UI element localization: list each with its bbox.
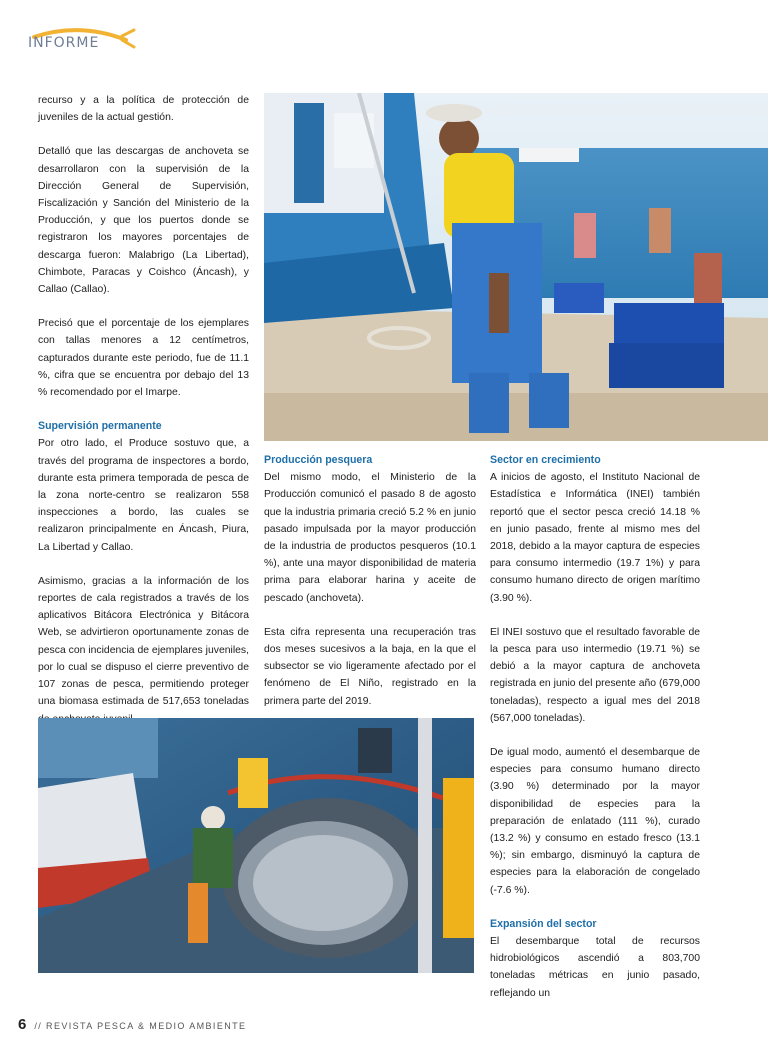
- paragraph: A inicios de agosto, el Instituto Nacional de Estadística e Informática (INEI) también reportó que el sector pesca creció 14.18 % en junio pasado, frente al mismo mes del 2018, debido a la mayor captura de especies para consumo intermedio (19.7 1%) y para consumo humano directo de origen marítimo (3.90 %).: [490, 472, 700, 604]
- text-column-3: [490, 452, 700, 1019]
- fisherman-dock-illustration: [264, 93, 768, 441]
- publication-name: // REVISTA PESCA & MEDIO AMBIENTE: [34, 1021, 247, 1031]
- paragraph: Precisó que el porcentaje de los ejemplares con tallas menores a 12 centímetros, capturados durante este periodo, fue de 11.1 %, cifra que se encuentra por debajo del 13 % recomendado por el Imarpe.: [38, 318, 249, 399]
- page-footer: [18, 1016, 246, 1033]
- paragraph: De igual modo, aumentó el desembarque de especies para consumo humano directo (3.90 %) determinado por la mayor disponibilidad de especies para la preparación de enlatado (111 %), curado (13.2 %) y consumo en estado fresco (13.1 %); sin embargo, disminuyó la captura de especies para la elaboración de congelado (-7.6 %).: [490, 747, 700, 896]
- fishing-net-illustration: [38, 718, 474, 973]
- section-heading-expansion: Expansión del sector: [490, 917, 597, 930]
- paragraph: Asimismo, gracias a la información de los reportes de cala registrados a través de los aplicativos Bitácora Electrónica y Bitácora Web, se advirtieron oportunamente zonas de pesca con incidencia de ejemplares juveniles, por lo cual se dispuso el cierre preventivo de 107 zonas de pesca, permitiendo proteger una biomasa estimada de 517,653 toneladas: [38, 575, 249, 708]
- photo-fisherman-dock: [264, 93, 768, 441]
- section-heading-sector: Sector en crecimiento: [490, 454, 601, 466]
- logo-text: INFORME: [28, 35, 100, 51]
- text-column-1: [38, 92, 249, 745]
- paragraph: Esta cifra representa una recuperación tras dos meses sucesivos a la baja, en la que el subsector se vio ligeramente afectado por el fenómeno de El Niño, registrado en la primera parte del 2019.: [264, 626, 476, 707]
- section-heading-supervision: Supervisión permanente: [38, 420, 162, 433]
- informe-logo: [28, 26, 138, 56]
- page-number: 6: [18, 1016, 27, 1033]
- paragraph: Detalló que las descargas de anchoveta se desarrollaron con la supervisión de la Dirección General de Supervisión, Fiscalización y Sanción del Ministerio de la Producción, y que los puertos donde se registraron los mayores porcentajes de descarga fueron: Malabrigo (La Libertad), Chimbote, Paracas y Coishco (Áncash), y Callao (Callao).: [38, 146, 249, 296]
- paragraph: Del mismo modo, el Ministerio de la Producción comunicó el pasado 8 de agosto que la industria primaria creció 5.2 % en junio pasado impulsada por la mayor producción de la industria de productos pesqueros (10.1 %), ante una mayor disponibilidad de materia prima para elaborar harina y aceite de pescado (anchoveta).: [264, 472, 476, 604]
- paragraph: El desembarque total de recursos hidrobiológicos ascendió a 803,700 toneladas métricas en junio pasado, reflejando un: [490, 936, 700, 999]
- text-column-2: [264, 452, 476, 727]
- paragraph: recurso y a la política de protección de juveniles de la actual gestión.: [38, 95, 249, 124]
- paragraph: El INEI sostuvo que el resultado favorable de la pesca para uso intermedio (19.71 %) se debió a la mayor captura de anchoveta registrada en junio del presente año (679,000 toneladas), respecto a igual mes del 2018 (567,000 toneladas).: [490, 626, 700, 724]
- photo-fishing-net: [38, 718, 474, 973]
- section-heading-produccion: Producción pesquera: [264, 454, 373, 466]
- paragraph: Por otro lado, el Produce sostuvo que, a través del programa de inspectores a bordo, durante esta primera temporada de pesca de la zona norte-centro se realizaron 558 inspecciones a bordo, las cuales se realizaron principalmente en Áncash, Piura, La Libertad y Callao.: [38, 438, 249, 553]
